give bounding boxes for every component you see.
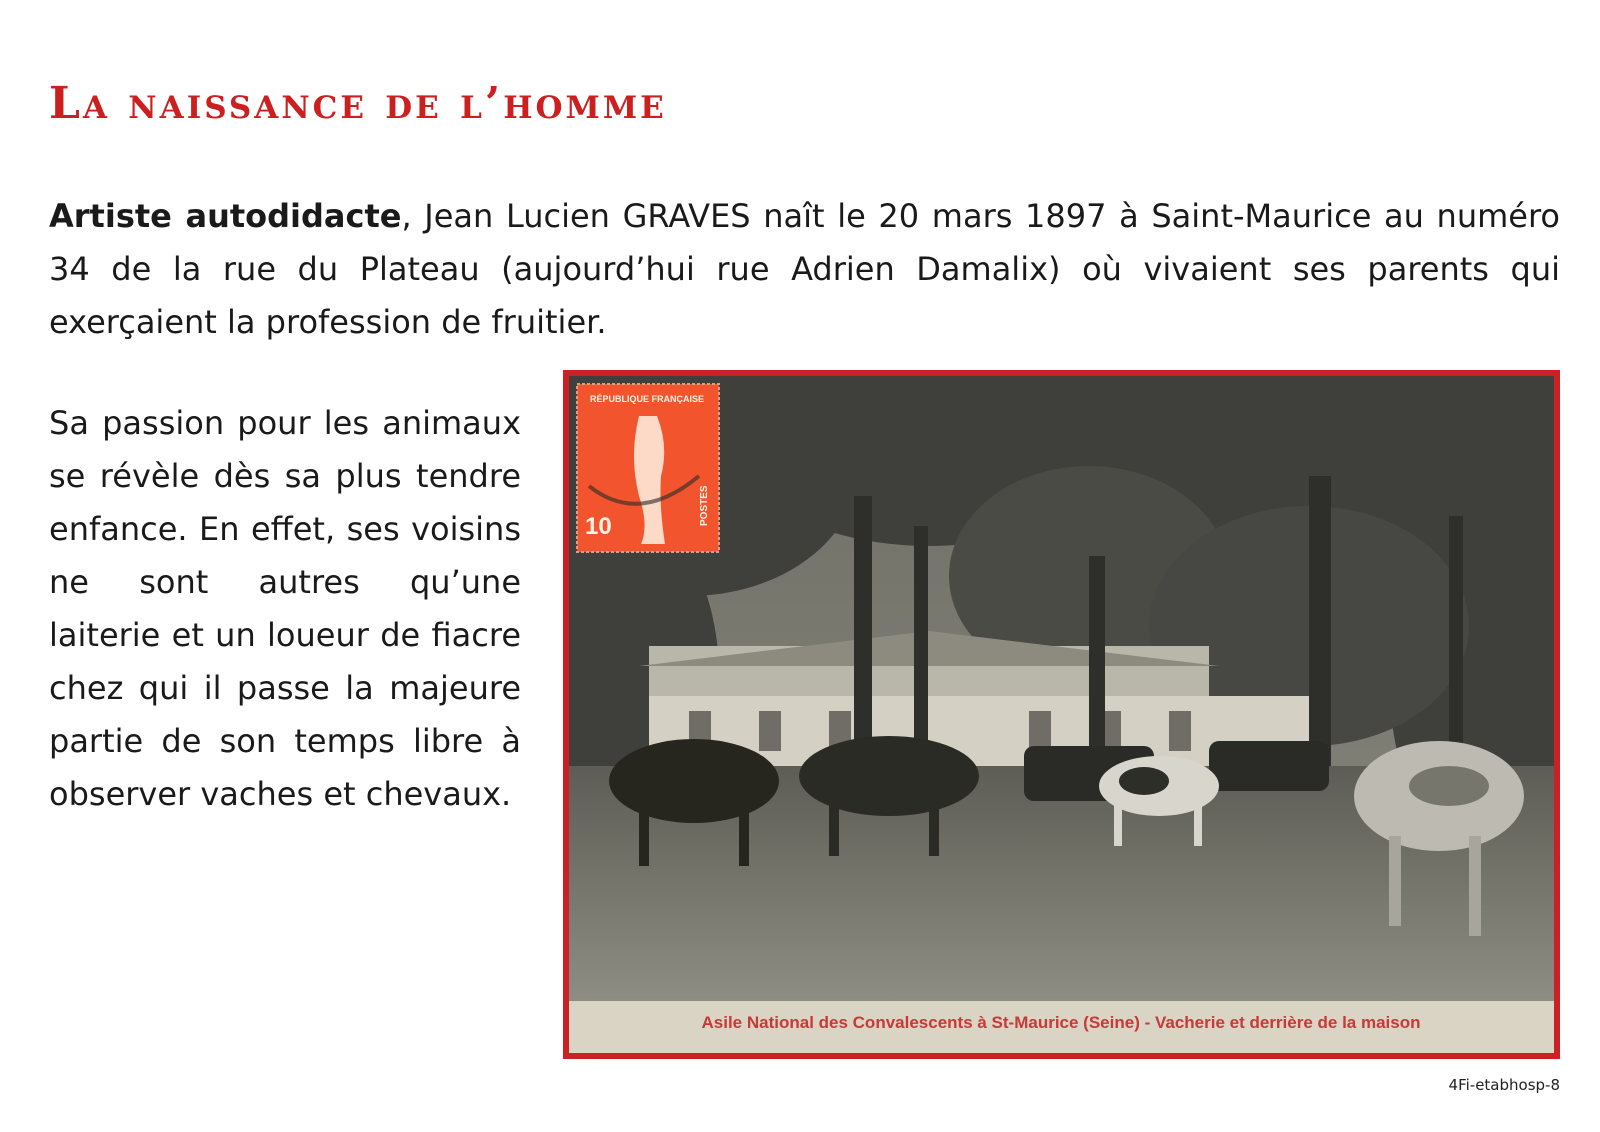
intro-text: , Jean Lucien GRAVES naît le 20 mars 1897 à Saint-Maurice au numéro 34 de la rue du Plateau (aujourd’hui rue Adrien Damalix) où vivaient ses parents qui exerçaient la profession de fruitier.: [49, 197, 1561, 341]
postcard-caption: Asile National des Convalescents à St-Maurice (Seine) - Vacherie et derrière de la maison: [701, 1013, 1421, 1032]
archive-reference: 4Fi-etabhosp-8: [1448, 1076, 1560, 1094]
side-paragraph: Sa passion pour les animaux se révèle dès sa plus tendre enfance. En effet, ses voisins ne sont autres qu’une laiterie et un loueur de fiacre chez qui il passe la majeure partie de son temps libre à observer vaches et chevaux.: [49, 404, 521, 813]
stamp-top-text: RÉPUBLIQUE FRANÇAISE: [589, 394, 705, 404]
intro-bold-lead: Artiste autodidacte: [49, 197, 402, 235]
intro-paragraph: [49, 190, 1560, 349]
postage-stamp: [577, 384, 719, 552]
postcard-image: [569, 376, 1554, 1053]
page-title: La naissance de l’homme: [49, 78, 667, 129]
stamp-side-text: POSTES: [699, 485, 710, 526]
postcard-photo: [563, 370, 1560, 1059]
stamp-value: 10: [585, 513, 612, 540]
